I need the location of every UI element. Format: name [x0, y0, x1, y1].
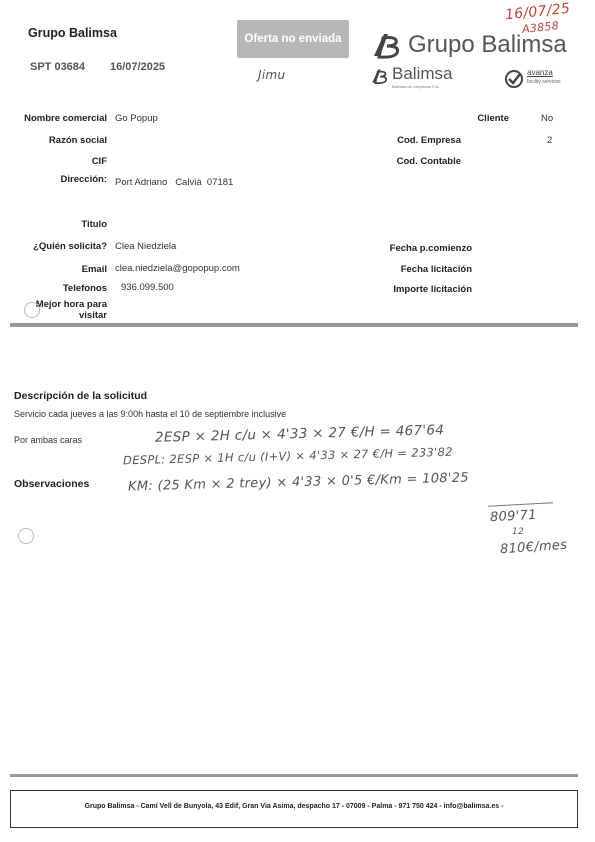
handwritten-date: 16/07/25 [504, 0, 571, 24]
razon-social-label: Razón social [48, 135, 107, 146]
balimsa-tagline: Balimsa de Limpiezas S.A. [392, 84, 440, 89]
cod-contable-label: Cod. Contable [396, 156, 461, 167]
cif-label: CIF [91, 156, 107, 167]
email-label: Email [81, 264, 107, 275]
cod-empresa-label: Cod. Empresa [397, 135, 461, 146]
quien-solicita-value: Clea Niedziela [115, 241, 177, 252]
nombre-comercial-label: Nombre comercial [24, 113, 107, 124]
handwritten-monthly: 810€/mes [499, 537, 568, 558]
importe-licitacion-label: Importe licitación [393, 284, 472, 295]
telefonos-value: 936.099.500 [121, 282, 174, 293]
handwritten-total: 809'71 [489, 507, 538, 526]
mejor-hora-label-line1: Mejor hora para [35, 299, 107, 310]
hole-punch-circle [24, 302, 40, 318]
nombre-comercial-value: Go Popup [115, 113, 158, 124]
footer-box [10, 790, 578, 828]
avanza-tagline: facility services [527, 79, 561, 85]
descripcion-line2: Por ambas caras [14, 435, 83, 445]
direccion-label: Dirección: [60, 174, 107, 185]
handwritten-initials: Jimu [258, 68, 286, 82]
header-date: 16/07/2025 [110, 61, 166, 73]
avanza-logo-text: avanza [527, 68, 553, 77]
handwritten-line1: 2ESP × 2H c/u × 4'33 × 27 €/H = 467'64 [154, 422, 445, 446]
handwritten-code: A3858 [521, 19, 560, 36]
hole-punch-circle-2 [18, 528, 34, 544]
handwritten-line3: KM: (25 Km × 2 trey) × 4'33 × 0'5 €/Km = 108'25 [127, 470, 470, 495]
avanza-logo [505, 68, 580, 90]
direccion-value: Port Adriano Calvià 07181 [115, 177, 234, 188]
cliente-value: No [541, 113, 554, 124]
footer-text: Grupo Balimsa - Camí Vell de Bunyola, 43 Edif, Gran Via Asima, despacho 17 - 07009 - Palma - 971 750 424 - info@balimsa.es - [84, 803, 504, 810]
cliente-label: Cliente [477, 113, 509, 124]
oferta-status-button[interactable]: Oferta no enviada [237, 20, 349, 58]
handwritten-line2: DESPL: 2ESP × 1H c/u (I+V) × 4'33 × 27 €/H = 233'82 [122, 444, 453, 468]
descripcion-title: Descripción de la solicitud [14, 390, 148, 402]
email-value: clea.niedziela@gopopup.com [115, 263, 240, 274]
titulo-label: Titulo [81, 219, 107, 230]
cod-empresa-value: 2 [547, 135, 553, 146]
mejor-hora-label-line2: visitar [79, 310, 107, 321]
balimsa-b-icon [370, 30, 404, 60]
grupo-balimsa-logo [370, 30, 585, 62]
balimsa-small-b-icon [370, 67, 390, 85]
fecha-licitacion-label: Fecha licitación [400, 264, 472, 275]
observaciones-label: Observaciones [14, 478, 90, 490]
company-name: Grupo Balimsa [28, 26, 117, 40]
spt-number: SPT 03684 [30, 61, 86, 73]
balimsa-logo-text: Balimsa [392, 64, 453, 83]
balimsa-logo [370, 66, 470, 92]
handwritten-sum-line [488, 502, 553, 506]
descripcion-line1: Servicio cada jueves a las 9:00h hasta el 10 de septiembre inclusive [14, 409, 287, 419]
avanza-check-icon [505, 70, 523, 88]
handwritten-twelve: 12 [512, 527, 525, 537]
quien-solicita-label: ¿Quién solicita? [33, 241, 107, 252]
footer-divider [10, 774, 578, 777]
main-logo-text: Grupo Balimsa [408, 31, 567, 58]
section-divider [10, 323, 578, 327]
telefonos-label: Telefonos [62, 283, 107, 294]
fecha-comienzo-label: Fecha p.comienzo [389, 243, 472, 254]
